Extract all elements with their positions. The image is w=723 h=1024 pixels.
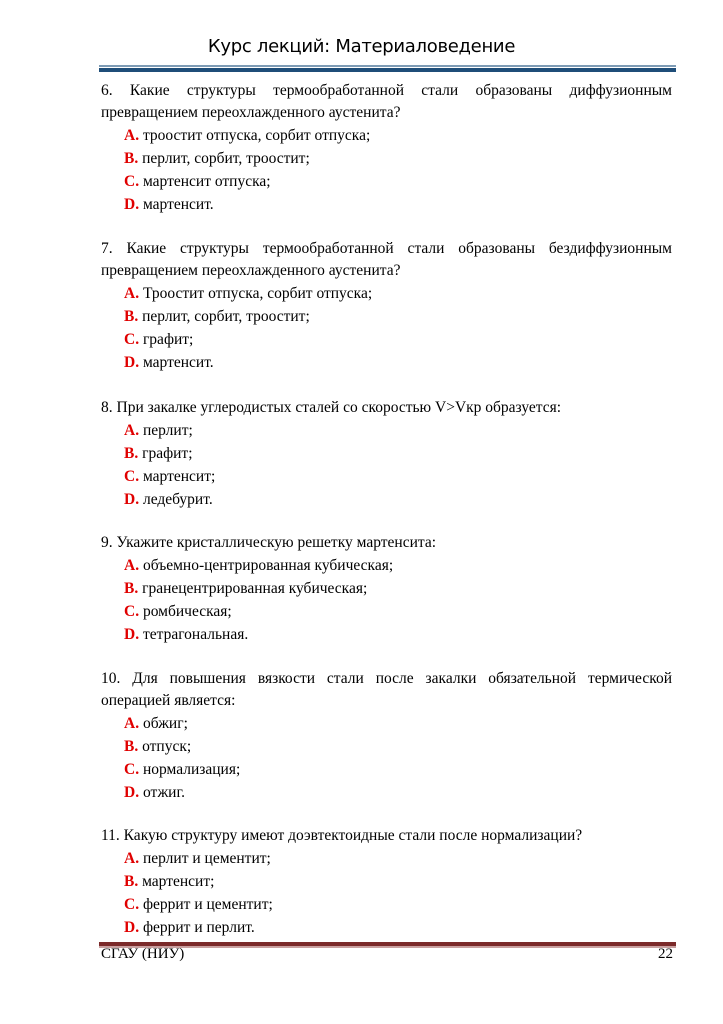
option-letter: D. — [124, 626, 140, 643]
option-letter: C. — [124, 603, 140, 620]
option-text: ледебурит. — [142, 491, 213, 508]
question-block — [101, 80, 672, 216]
answer-option — [124, 781, 672, 804]
option-text: гранецентрированная кубическая; — [142, 580, 368, 597]
option-text: отпуск; — [142, 738, 192, 755]
option-text: тетрагональная. — [142, 626, 249, 643]
answer-option — [124, 147, 672, 170]
answer-option — [124, 328, 672, 351]
option-letter: B. — [124, 445, 139, 462]
question-text: 8. При закалке углеродистых сталей со скоростью V>Vкр образуется: — [101, 399, 562, 416]
option-text: отжиг. — [142, 784, 185, 801]
footer-rule-thin — [99, 946, 676, 948]
option-text: перлит; — [142, 422, 193, 439]
option-text: объемно-центрированная кубическая; — [142, 557, 394, 574]
answer-option — [124, 419, 672, 442]
answer-option — [124, 600, 672, 623]
answer-option — [124, 758, 672, 781]
answer-option — [124, 282, 672, 305]
option-text: троостит отпуска, сорбит отпуска; — [142, 127, 371, 144]
question-block — [101, 668, 672, 804]
option-text: мартенсит; — [142, 468, 216, 485]
option-letter: C. — [124, 896, 140, 913]
answer-option — [124, 847, 672, 870]
option-letter: A. — [124, 557, 140, 574]
option-letter: C. — [124, 173, 140, 190]
option-letter: B. — [124, 308, 139, 325]
option-text: мартенсит. — [142, 196, 214, 213]
option-text: нормализация; — [142, 761, 241, 778]
option-letter: D. — [124, 196, 140, 213]
option-letter: A. — [124, 127, 140, 144]
option-text: перлит, сорбит, троостит; — [142, 150, 310, 167]
option-letter: B. — [124, 873, 139, 890]
page-header-title: Курс лекций: Материаловедение — [207, 36, 516, 57]
page-number: 22 — [658, 946, 673, 962]
option-text: мартенсит отпуска; — [142, 173, 271, 190]
answer-option — [124, 351, 672, 374]
answer-option — [124, 170, 672, 193]
question-block — [101, 238, 672, 374]
option-letter: C. — [124, 331, 140, 348]
header-rule-thick — [99, 68, 676, 72]
option-text: обжиг; — [142, 715, 188, 732]
question-text: 6. Какие структуры термообработанной стали образованы диффузионным превращением переохлажденного аустенита? — [101, 82, 672, 121]
option-letter: D. — [124, 491, 140, 508]
question-text: 7. Какие структуры термообработанной стали образованы бездиффузионным превращением переохлажденного аустенита? — [101, 240, 672, 279]
option-text: феррит и цементит; — [142, 896, 273, 913]
option-text: мартенсит; — [142, 873, 215, 890]
question-block — [101, 532, 672, 646]
answer-option — [124, 577, 672, 600]
option-letter: D. — [124, 354, 140, 371]
option-letter: A. — [124, 285, 140, 302]
option-letter: D. — [124, 784, 140, 801]
answer-option — [124, 735, 672, 758]
option-text: перлит и цементит; — [142, 850, 271, 867]
option-letter: D. — [124, 919, 140, 936]
option-letter: A. — [124, 422, 140, 439]
option-text: феррит и перлит. — [142, 919, 255, 936]
answer-option — [124, 870, 672, 893]
option-letter: B. — [124, 580, 139, 597]
option-letter: B. — [124, 150, 139, 167]
answer-option — [124, 124, 672, 147]
option-letter: C. — [124, 761, 140, 778]
option-letter: C. — [124, 468, 140, 485]
answer-option — [124, 554, 672, 577]
answer-option — [124, 305, 672, 328]
header-rule-thin — [99, 65, 676, 67]
answer-option — [124, 893, 672, 916]
question-block — [101, 825, 672, 939]
answer-option — [124, 623, 672, 646]
question-block — [101, 397, 672, 511]
answer-option — [124, 442, 672, 465]
answer-option — [124, 193, 672, 216]
option-text: мартенсит. — [142, 354, 214, 371]
option-letter: A. — [124, 850, 140, 867]
option-letter: A. — [124, 715, 140, 732]
option-text: перлит, сорбит, троостит; — [142, 308, 310, 325]
answer-option — [124, 488, 672, 511]
question-text: 11. Какую структуру имеют доэвтектоидные стали после нормализации? — [101, 827, 583, 844]
option-text: Троостит отпуска, сорбит отпуска; — [142, 285, 373, 302]
option-text: ромбическая; — [142, 603, 232, 620]
answer-option — [124, 465, 672, 488]
option-text: графит; — [142, 331, 194, 348]
footer-institution: СГАУ (НИУ) — [101, 946, 185, 962]
question-text: 9. Укажите кристаллическую решетку мартенсита: — [101, 534, 437, 551]
answer-option — [124, 712, 672, 735]
option-text: графит; — [142, 445, 193, 462]
option-letter: B. — [124, 738, 139, 755]
question-text: 10. Для повышения вязкости стали после закалки обязательной термической операцией является: — [101, 670, 672, 709]
answer-option — [124, 916, 672, 939]
